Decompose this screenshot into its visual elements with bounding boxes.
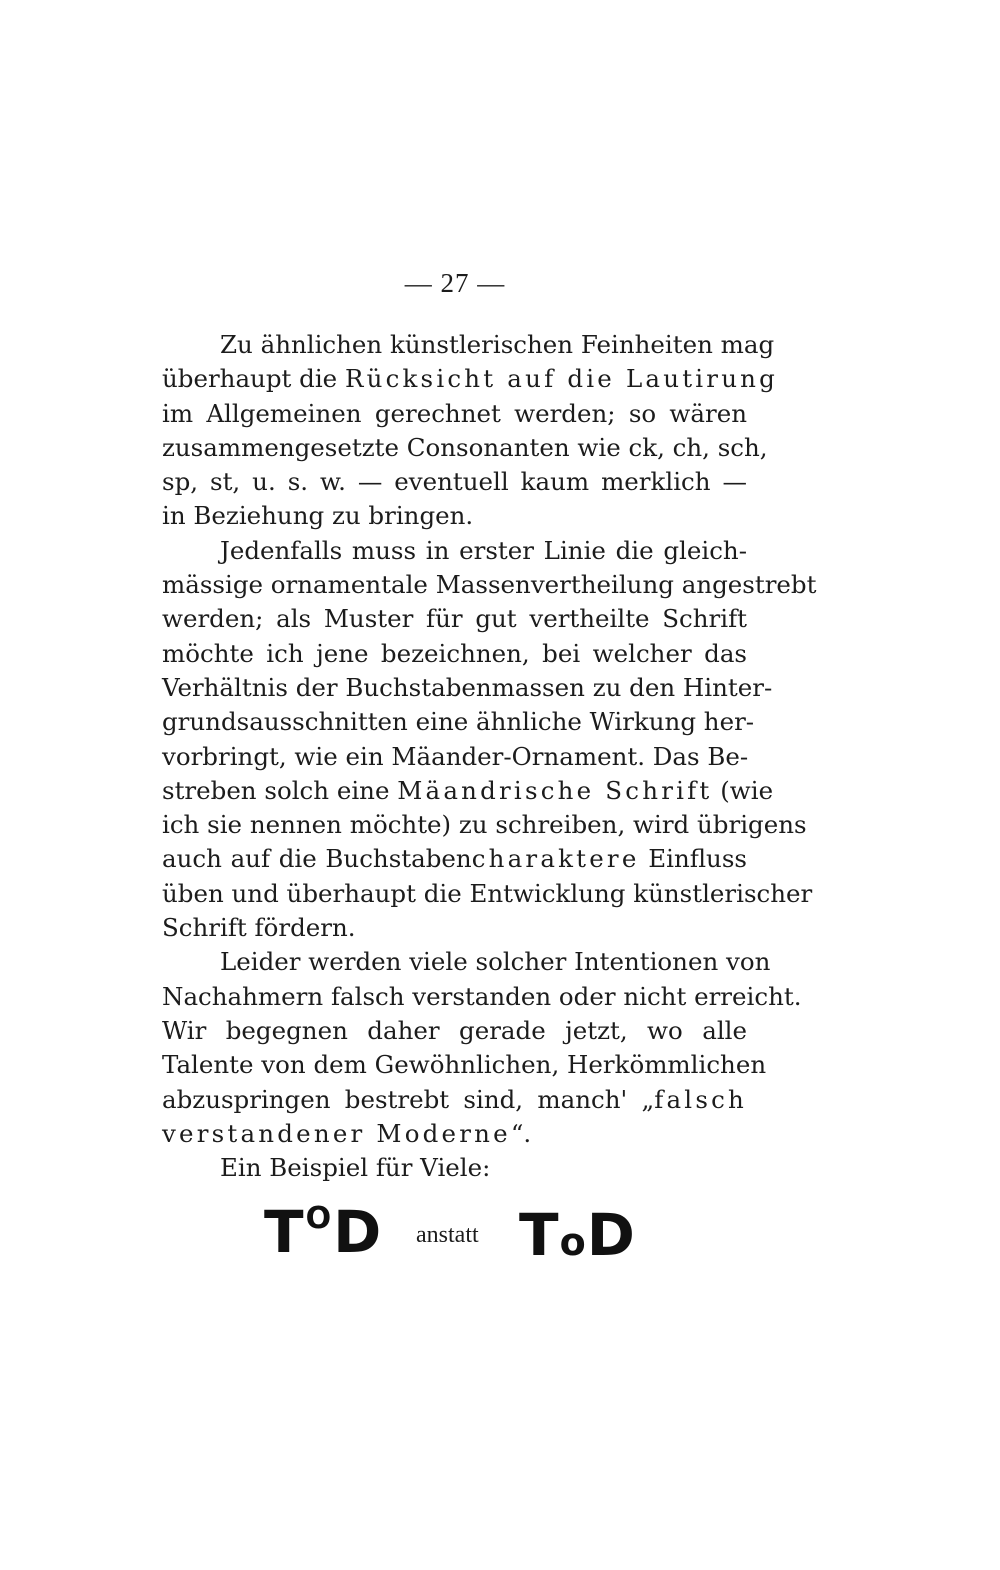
tod-letter-d: D xyxy=(333,1198,382,1266)
page-number: — 27 — xyxy=(404,268,506,298)
text-line xyxy=(162,1117,747,1151)
text-line: in Beziehung zu bringen. xyxy=(162,501,474,531)
text-line: Zu ähnlichen künstlerischen Feinheiten mag xyxy=(220,330,775,359)
tod-letter-d: D xyxy=(586,1201,635,1269)
spaced-emphasis: Rücksicht auf die Lautirung xyxy=(344,364,779,394)
text-segment: streben solch eine xyxy=(162,775,398,805)
paragraph xyxy=(162,1151,747,1185)
text-line: möchte ich jene bezeichnen, bei welcher das xyxy=(162,638,747,668)
spaced-emphasis: Mäandrische Schrift xyxy=(397,775,713,805)
text-segment: überhaupt die xyxy=(162,364,345,394)
tod-letter-o: o xyxy=(559,1220,586,1264)
text-line: zusammengesetzte Consonanten wie ck, ch, sch, xyxy=(162,432,768,462)
paragraph xyxy=(162,945,802,1151)
text-line: Nachahmern falsch verstanden oder nicht erreicht. xyxy=(162,981,802,1011)
text-line: üben und überhaupt die Entwicklung künstlerischer xyxy=(162,878,813,908)
text-line: mässige ornamentale Massenvertheilung angestrebt xyxy=(162,570,817,600)
text-line: Talente von dem Gewöhnlichen, Herkömmlichen xyxy=(162,1050,767,1080)
body-text xyxy=(162,328,817,1185)
text-line xyxy=(162,774,774,808)
paragraph xyxy=(162,534,817,946)
text-segment: “. xyxy=(510,1118,532,1148)
example-connector: anstatt xyxy=(416,1222,479,1248)
typography-example xyxy=(0,1198,1000,1278)
tod-example-wrong xyxy=(264,1198,382,1266)
text-line: im Allgemeinen gerechnet werden; so wären xyxy=(162,398,747,428)
text-line: vorbringt, wie ein Mäander-Ornament. Das Be- xyxy=(162,741,749,771)
text-line xyxy=(162,842,747,876)
text-segment: auch auf die Buchstaben xyxy=(162,844,472,874)
text-line xyxy=(162,1083,747,1117)
text-line: Wir begegnen daher gerade jetzt, wo alle xyxy=(162,1015,747,1045)
tod-letter-o-small: O xyxy=(305,1201,332,1236)
paragraph xyxy=(162,328,779,534)
text-line: Ein Beispiel für Viele: xyxy=(220,1153,491,1183)
spaced-emphasis: verstandener Moderne xyxy=(162,1118,511,1148)
text-segment: (wie xyxy=(712,775,774,805)
text-line: sp, st, u. s. w. — eventuell kaum merklich — xyxy=(162,467,747,497)
text-line: Jedenfalls muss in erster Linie die gleich- xyxy=(220,535,747,565)
tod-letter-t: T xyxy=(519,1201,559,1269)
text-line: Verhältnis der Buchstabenmassen zu den Hinter- xyxy=(162,672,773,702)
tod-letter-t: T xyxy=(264,1198,304,1266)
spaced-emphasis: charaktere xyxy=(471,844,640,874)
tod-example-right xyxy=(519,1201,635,1269)
text-line: Schrift fördern. xyxy=(162,913,356,943)
text-line: Leider werden viele solcher Intentionen von xyxy=(220,947,771,977)
text-segment: Einfluss xyxy=(639,844,747,874)
text-line: ich sie nennen möchte) zu schreiben, wird übrigens xyxy=(162,810,807,840)
text-line: grundsausschnitten eine ähnliche Wirkung her- xyxy=(162,707,755,737)
spaced-emphasis: falsch xyxy=(654,1084,747,1114)
text-segment: abzuspringen bestrebt sind, manch' „ xyxy=(162,1084,655,1114)
text-line xyxy=(162,362,779,396)
text-line: werden; als Muster für gut vertheilte Schrift xyxy=(162,604,747,634)
